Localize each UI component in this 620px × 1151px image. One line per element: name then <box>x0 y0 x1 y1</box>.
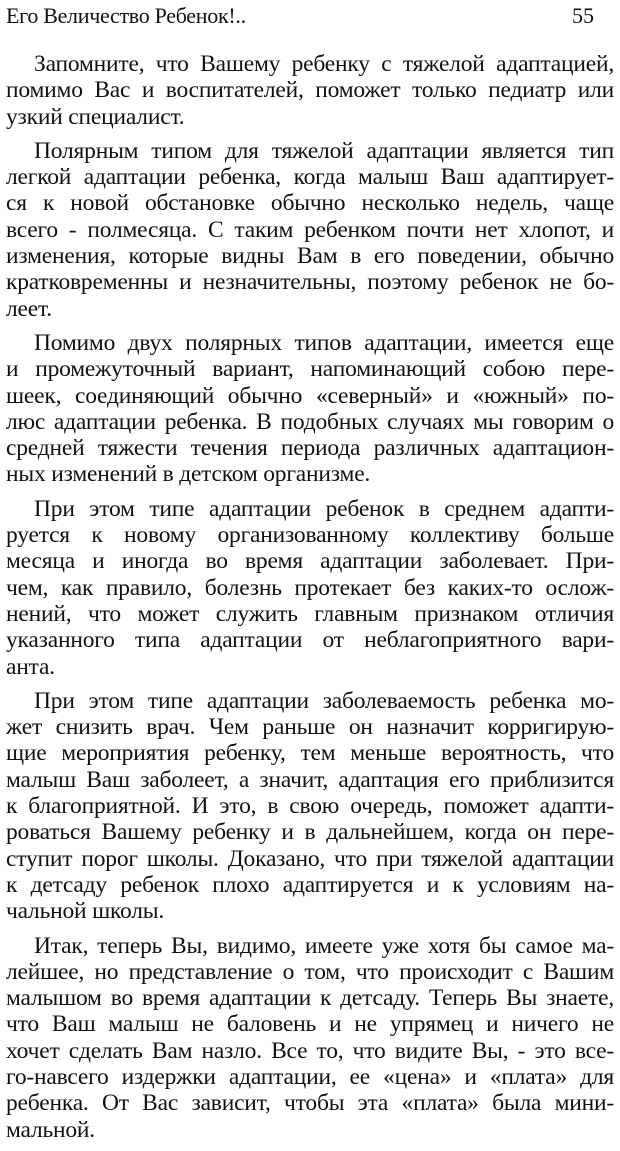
paragraph <box>6 330 614 488</box>
text-line: ребенка. От Вас зависит, чтобы эта «плата» была мини- <box>6 1090 614 1117</box>
text-line: Полярным типом для тяжелой адаптации является тип <box>34 137 614 164</box>
text-line: мальной. <box>6 1116 95 1143</box>
text-line: узкий специалист. <box>6 103 185 130</box>
paragraph <box>6 933 614 1143</box>
text-line: жет снизить врач. Чем раньше он назначит корригирую- <box>6 714 614 741</box>
text-line: ных изменений в детском организме. <box>6 461 371 488</box>
paragraph <box>6 496 614 680</box>
text-line: малышом во время адаптации к детсаду. Теперь Вы знаете, <box>6 985 614 1012</box>
text-line: роваться Вашему ребенку и в дальнейшем, когда он пере- <box>6 819 614 846</box>
text-line: ступит порог школы. Доказано, что при тяжелой адаптации <box>6 845 614 872</box>
text-line: кратковременны и незначительны, поэтому ребенок не бо- <box>6 269 614 296</box>
text-line: леет. <box>6 295 52 322</box>
body-text <box>6 51 614 1151</box>
text-line: и промежуточный вариант, напоминающий собою пере- <box>6 356 614 383</box>
text-line: шеек, соединяющий обычно «северный» и «южный» по- <box>6 382 614 409</box>
text-line: щие мероприятия ребенку, тем меньше вероятность, что <box>6 740 614 767</box>
text-line: что Ваш малыш не баловень и не упрямец и ничего не <box>6 1011 614 1038</box>
text-line: нений, что может служить главным признаком отличия <box>6 600 614 627</box>
text-line: хочет сделать Вам назло. Все то, что видите Вы, - это все- <box>6 1037 614 1064</box>
text-line: всего - полмесяца. С таким ребенком почти нет хлопот, и <box>6 216 614 243</box>
page-header <box>6 2 594 30</box>
text-line: средней тяжести течения периода различных адаптацион- <box>6 435 614 462</box>
text-line: анта. <box>6 653 55 680</box>
paragraph <box>6 138 614 322</box>
text-line: помимо Вас и воспитателей, поможет только педиатр или <box>6 77 614 104</box>
text-line: чальной школы. <box>6 898 165 925</box>
text-line: малыш Ваш заболеет, а значит, адаптация его приблизится <box>6 766 614 793</box>
text-line: к благоприятной. И это, в свою очередь, поможет адапти- <box>6 793 614 820</box>
text-line: месяца и иногда во время адаптации заболевает. При- <box>6 548 614 575</box>
text-line: изменения, которые видны Вам в его поведении, обычно <box>6 243 614 270</box>
text-line: чем, как правило, болезнь протекает без каких-то ослож- <box>6 574 614 601</box>
page-number: 55 <box>572 3 594 28</box>
text-line: люс адаптации ребенка. В подобных случаях мы говорим о <box>6 408 614 435</box>
text-line: легкой адаптации ребенка, когда малыш Ваш адаптирует- <box>6 164 614 191</box>
text-line: При этом типе адаптации заболеваемость ребенка мо- <box>34 687 614 714</box>
paragraph <box>6 688 614 925</box>
text-line: Запомните, что Вашему ребенку с тяжелой адаптацией, <box>34 51 614 77</box>
text-line: ся к новой обстановке обычно несколько недель, чаще <box>6 190 614 217</box>
text-line: лейшее, но представление о том, что происходит с Вашим <box>6 958 614 985</box>
text-line: При этом типе адаптации ребенок в среднем адапти- <box>34 495 614 522</box>
text-line: Итак, теперь Вы, видимо, имеете уже хотя бы самое ма- <box>34 932 614 959</box>
running-title: Его Величество Ребенок!.. <box>6 3 246 28</box>
text-line: Помимо двух полярных типов адаптации, имеется еще <box>34 329 614 356</box>
paragraph <box>6 51 614 130</box>
text-line: указанного типа адаптации от неблагоприятного вари- <box>6 627 614 654</box>
text-line: го-навсего издержки адаптации, ее «цена» и «плата» для <box>6 1063 614 1090</box>
text-line: к детсаду ребенок плохо адаптируется и к условиям на- <box>6 871 614 898</box>
text-line: руется к новому организованному коллективу больше <box>6 522 614 549</box>
